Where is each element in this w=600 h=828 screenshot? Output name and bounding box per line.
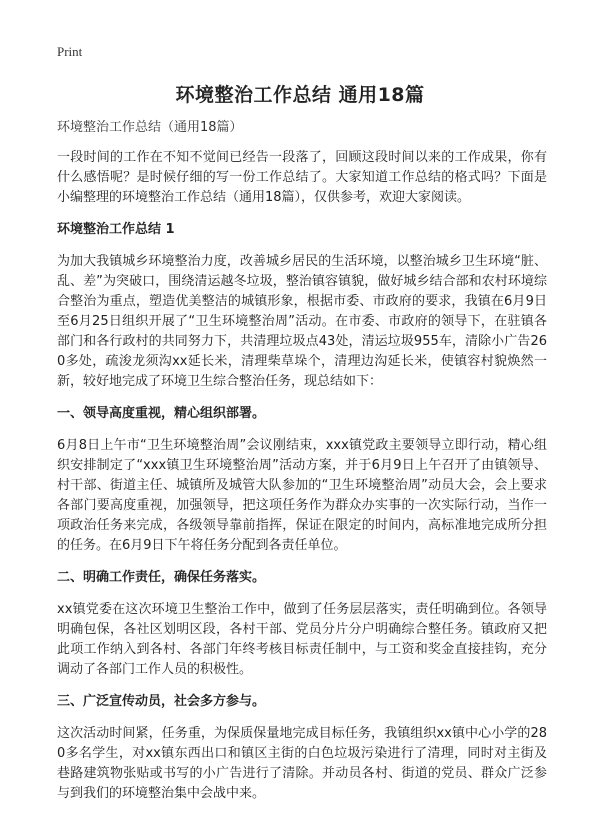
subheading-publicity: 三、广泛宣传动员，社会多方参与。 bbox=[57, 694, 266, 709]
section-1-paragraph: 为加大我镇城乡环境整治力度，改善城乡居民的生活环境，以整治城乡卫生环境“脏、乱、差”为突破口，围绕清运越冬垃圾，整治镇容镇貌，做好城乡结合部和农村环境综合整治为重点，塑造优美整洁的城镇形象，根据市委、市政府的要求，我镇在6月9日至6月25日组织开展了“卫生环境整治周”活动。在市委、市政府的领导下，在驻镇各部门和各行政村的共同努力下，共清理垃圾点43处，清运垃圾955车，清除小广告260多处，疏浚龙须沟xx延长米，清理柴草垛个，清理边沟延长米，使镇容村貌焕然一新，较好地完成了环境卫生综合整治任务，现总结如下： bbox=[57, 254, 547, 389]
intro-paragraph: 一段时间的工作在不知不觉间已经告一段落了，回顾这段时间以来的工作成果，你有什么感悟呢？是时候仔细的写一份工作总结了。大家知道工作总结的格式吗？下面是小编整理的环境整治工作总结（通用18篇），仅供参考，欢迎大家阅读。 bbox=[57, 150, 547, 205]
subheading-responsibility: 二、明确工作责任，确保任务落实。 bbox=[57, 570, 266, 585]
responsibility-paragraph: xx镇党委在这次环境卫生整治工作中，做到了任务层层落实，责任明确到位。各领导明确包保，各社区划明区段，各村干部、党员分片分户明确综合整任务。镇政府又把此项工作纳入到各村、各部门年终考核目标责任制中，与工资和奖金直接挂钩，充分调动了各部门工作人员的积极性。 bbox=[57, 602, 547, 677]
leadership-paragraph: 6月8日上午市“卫生环境整治周”会议刚结束，xxx镇党政主要领导立即行动，精心组织安排制定了“xxx镇卫生环境整治周”活动方案，并于6月9日上午召开了由镇领导、村干部、街道主任、城镇所及城管大队参加的“卫生环境整治周”动员大会，会上要求各部门要高度重视，加强领导，把这项任务作为群众办实事的一次实际行动，当作一项政治任务来完成，各级领导靠前指挥，保证在限定的时间内，高标准地完成所分担的任务。在6月9日下午将任务分配到各责任单位。 bbox=[57, 438, 547, 553]
document-subtitle: 环境整治工作总结（通用18篇） bbox=[57, 120, 243, 135]
document-body bbox=[57, 118, 547, 816]
section-heading-1: 环境整治工作总结 1 bbox=[57, 222, 175, 237]
subheading-leadership: 一、领导高度重视，精心组织部署。 bbox=[57, 406, 266, 421]
page-title: 环境整治工作总结 通用18篇 bbox=[175, 84, 425, 106]
print-label[interactable]: Print bbox=[57, 44, 83, 59]
publicity-paragraph: 这次活动时间紧，任务重，为保质保量地完成目标任务，我镇组织xx镇中心小学的280多名学生，对xx镇东西出口和镇区主街的白色垃圾污染进行了清理，同时对主街及巷路建筑物张贴或书写的小广告进行了清除。并动员各村、街道的党员、群众广泛参与到我们的环境整治集中会战中来。 bbox=[57, 726, 547, 801]
